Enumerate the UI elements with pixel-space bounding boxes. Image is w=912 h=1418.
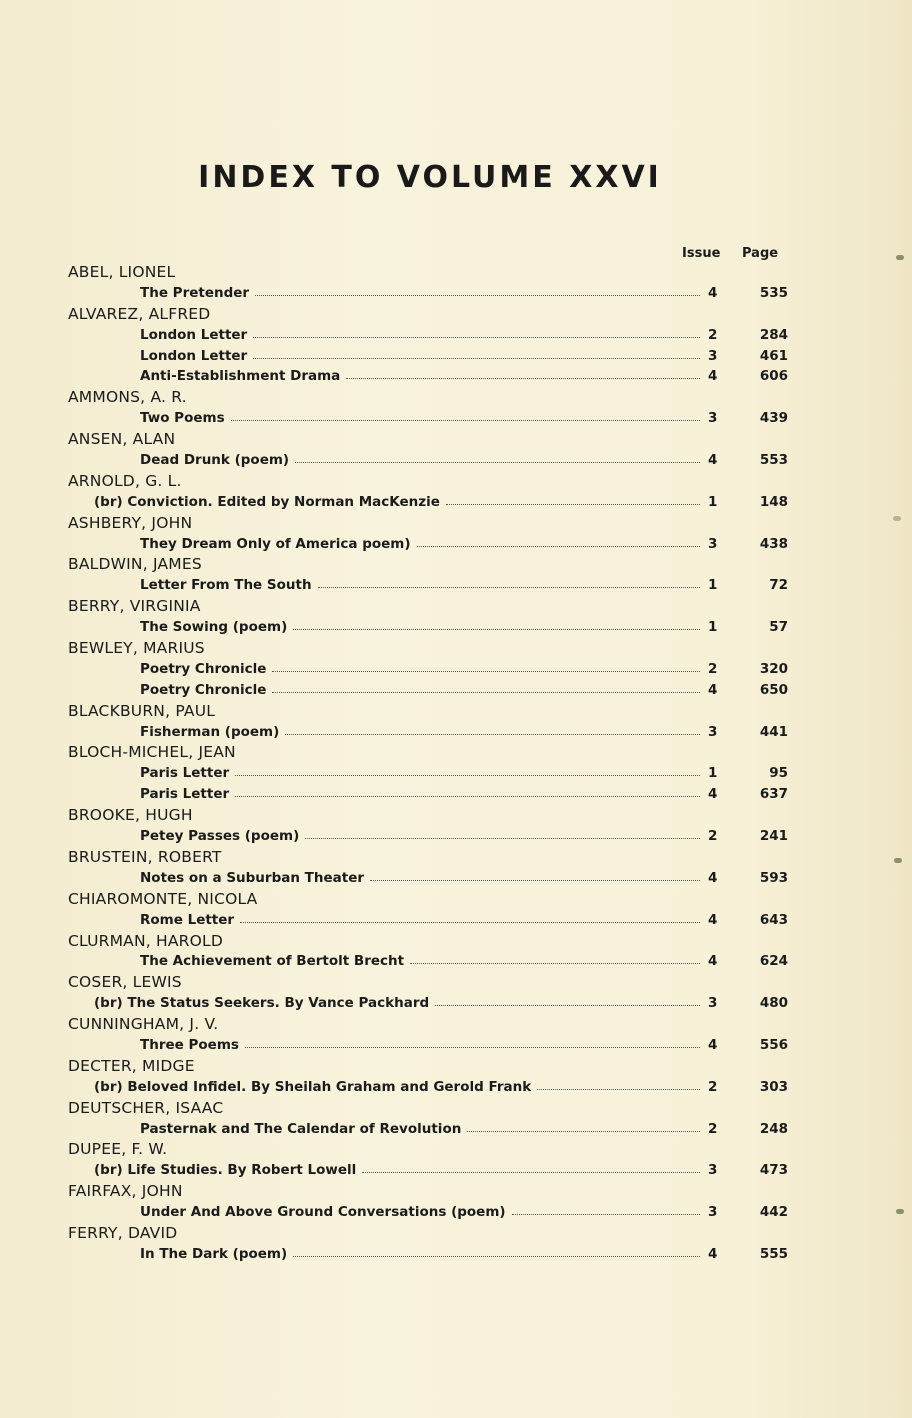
index-entry: [68, 659, 788, 680]
issue-number: 4: [708, 452, 718, 469]
dot-leader: [305, 827, 700, 839]
author-name: DECTER, MIDGE: [68, 1056, 195, 1075]
index-entry: [68, 1035, 788, 1056]
work-title: Notes on a Suburban Theater: [140, 869, 365, 886]
dot-leader: [285, 723, 700, 735]
index-entry: [68, 346, 788, 367]
dot-leader: [293, 1245, 700, 1257]
author-name: ABEL, LIONEL: [68, 263, 176, 281]
dot-leader: [231, 409, 700, 421]
work-title: In The Dark (poem): [140, 1245, 288, 1262]
margin-speck: [896, 1209, 904, 1214]
work-title: Two Poems: [140, 410, 225, 427]
work-title: (br) Beloved Infidel. By Sheilah Graham and Gerold Frank: [94, 1078, 532, 1095]
page-number: 439: [759, 410, 788, 427]
issue-number: 4: [708, 681, 718, 698]
index-entry: [68, 450, 788, 471]
issue-number: 4: [708, 953, 718, 970]
page-title: INDEX TO VOLUME XXVI: [198, 160, 662, 195]
author-name: CHIAROMONTE, NICOLA: [68, 889, 258, 908]
author-name: BROOKE, HUGH: [68, 806, 193, 825]
dot-leader: [253, 347, 700, 359]
work-title: Pasternak and The Calendar of Revolution: [140, 1120, 462, 1137]
issue-number: 4: [708, 1036, 718, 1053]
index-entry: [68, 325, 788, 346]
index-entry: [68, 1202, 788, 1223]
work-title: The Pretender: [140, 284, 250, 301]
page-number: 442: [759, 1204, 788, 1221]
issue-number: 2: [708, 828, 718, 845]
dot-leader: [255, 284, 700, 296]
index-entry: [68, 1119, 788, 1140]
author-name: DEUTSCHER, ISAAC: [68, 1098, 224, 1117]
index-entry: [68, 1077, 788, 1098]
page-number: 480: [759, 995, 788, 1012]
author-name: BERRY, VIRGINIA: [68, 597, 201, 616]
work-title: Poetry Chronicle: [140, 660, 267, 677]
page-number: 461: [759, 347, 788, 364]
dot-leader: [235, 785, 700, 797]
dot-leader: [295, 451, 700, 463]
work-title: Anti-Establishment Drama: [140, 368, 341, 385]
page-number: 320: [759, 660, 788, 677]
index-entry: [68, 1160, 788, 1181]
page-number: 57: [769, 619, 788, 636]
issue-number: 3: [708, 1162, 718, 1179]
issue-number: 4: [708, 1245, 718, 1262]
page-number: 248: [759, 1120, 788, 1137]
issue-number: 1: [708, 493, 718, 510]
issue-number: 2: [708, 660, 718, 677]
author-name: CLURMAN, HAROLD: [68, 931, 224, 950]
page-number: 650: [759, 681, 788, 698]
author-name: BRUSTEIN, ROBERT: [68, 847, 222, 866]
dot-leader: [362, 1161, 700, 1173]
work-title: Three Poems: [140, 1036, 239, 1053]
issue-number: 4: [708, 786, 718, 803]
index-entry: [68, 575, 788, 596]
page-number: 441: [759, 723, 788, 740]
work-title: London Letter: [140, 326, 248, 343]
index-entry: [68, 492, 788, 513]
page-column-header: Page: [742, 246, 779, 261]
issue-number: 1: [708, 765, 718, 782]
work-title: Paris Letter: [140, 786, 230, 803]
issue-number: 3: [708, 535, 718, 552]
index-entry: [68, 680, 788, 701]
issue-number: 4: [708, 284, 718, 301]
margin-speck: [894, 858, 902, 863]
issue-number: 4: [708, 368, 718, 385]
work-title: (br) The Status Seekers. By Vance Packhard: [94, 995, 430, 1012]
author-name: ANSEN, ALAN: [68, 430, 176, 449]
dot-leader: [245, 1036, 700, 1048]
index-entry: [68, 283, 788, 304]
dot-leader: [293, 618, 700, 630]
author-name: ARNOLD, G. L.: [68, 471, 182, 490]
issue-number: 3: [708, 995, 718, 1012]
dot-leader: [318, 576, 700, 588]
author-name: BALDWIN, JAMES: [68, 555, 202, 574]
dot-leader: [240, 911, 700, 923]
work-title: Letter From The South: [140, 577, 312, 594]
issue-column-header: Issue: [682, 246, 721, 261]
author-name: BEWLEY, MARIUS: [68, 639, 205, 658]
dot-leader: [346, 367, 700, 379]
index-list: [68, 262, 788, 1265]
author-name: CUNNINGHAM, J. V.: [68, 1015, 219, 1034]
work-title: London Letter: [140, 347, 248, 364]
work-title: Poetry Chronicle: [140, 681, 267, 698]
author-name: BLOCH-MICHEL, JEAN: [68, 743, 236, 762]
page-number: 95: [769, 765, 788, 782]
dot-leader: [512, 1203, 700, 1215]
page-number: 624: [759, 953, 788, 970]
dot-leader: [537, 1078, 700, 1090]
page-number: 555: [759, 1245, 788, 1262]
index-entry: [68, 722, 788, 743]
author-name: ALVAREZ, ALFRED: [68, 304, 211, 323]
author-name: FERRY, DAVID: [68, 1223, 178, 1242]
margin-speck: [896, 255, 904, 260]
index-entry: [68, 826, 788, 847]
issue-number: 3: [708, 723, 718, 740]
dot-leader: [272, 681, 700, 693]
page-number: 148: [759, 493, 788, 510]
dot-leader: [417, 535, 700, 547]
index-entry: [68, 366, 788, 387]
dot-leader: [253, 326, 700, 338]
margin-speck: [893, 516, 901, 521]
dot-leader: [467, 1120, 700, 1132]
dot-leader: [446, 493, 700, 505]
index-entry: [68, 951, 788, 972]
index-entry: [68, 1244, 788, 1265]
index-entry: [68, 534, 788, 555]
issue-number: 1: [708, 577, 718, 594]
author-name: AMMONS, A. R.: [68, 388, 187, 407]
work-title: Paris Letter: [140, 765, 230, 782]
dot-leader: [272, 660, 700, 672]
page-number: 284: [759, 326, 788, 343]
page-number: 438: [759, 535, 788, 552]
page-number: 593: [759, 869, 788, 886]
work-title: Petey Passes (poem): [140, 828, 300, 845]
index-entry: [68, 763, 788, 784]
dot-leader: [235, 764, 700, 776]
index-entry: [68, 868, 788, 889]
work-title: Rome Letter: [140, 911, 235, 928]
author-name: FAIRFAX, JOHN: [68, 1182, 183, 1201]
index-entry: [68, 993, 788, 1014]
work-title: Dead Drunk (poem): [140, 452, 290, 469]
index-entry: [68, 617, 788, 638]
page-number: 535: [759, 284, 788, 301]
work-title: The Achievement of Bertolt Brecht: [140, 953, 405, 970]
author-name: ASHBERY, JOHN: [68, 513, 193, 532]
page-number: 303: [759, 1078, 788, 1095]
page-number: 241: [759, 828, 788, 845]
work-title: (br) Conviction. Edited by Norman MacKenzie: [94, 493, 440, 510]
issue-number: 2: [708, 326, 718, 343]
work-title: Under And Above Ground Conversations (poem): [140, 1204, 506, 1221]
page-number: 606: [759, 368, 788, 385]
page-number: 72: [769, 577, 788, 594]
index-entry: [68, 784, 788, 805]
issue-number: 2: [708, 1078, 718, 1095]
issue-number: 4: [708, 869, 718, 886]
dot-leader: [370, 869, 700, 881]
work-title: They Dream Only of America poem): [140, 535, 411, 552]
page-number: 556: [759, 1036, 788, 1053]
page-number: 553: [759, 452, 788, 469]
issue-number: 3: [708, 410, 718, 427]
work-title: Fisherman (poem): [140, 723, 280, 740]
author-name: BLACKBURN, PAUL: [68, 701, 216, 720]
author-name: COSER, LEWIS: [68, 973, 182, 992]
page-number: 643: [759, 911, 788, 928]
page-number: 637: [759, 786, 788, 803]
dot-leader: [410, 952, 700, 964]
work-title: (br) Life Studies. By Robert Lowell: [94, 1162, 357, 1179]
issue-number: 3: [708, 1204, 718, 1221]
index-entry: [68, 910, 788, 931]
issue-number: 2: [708, 1120, 718, 1137]
issue-number: 3: [708, 347, 718, 364]
index-entry: [68, 408, 788, 429]
work-title: The Sowing (poem): [140, 619, 288, 636]
issue-number: 4: [708, 911, 718, 928]
dot-leader: [435, 994, 700, 1006]
page-number: 473: [759, 1162, 788, 1179]
issue-number: 1: [708, 619, 718, 636]
author-name: DUPEE, F. W.: [68, 1140, 168, 1159]
